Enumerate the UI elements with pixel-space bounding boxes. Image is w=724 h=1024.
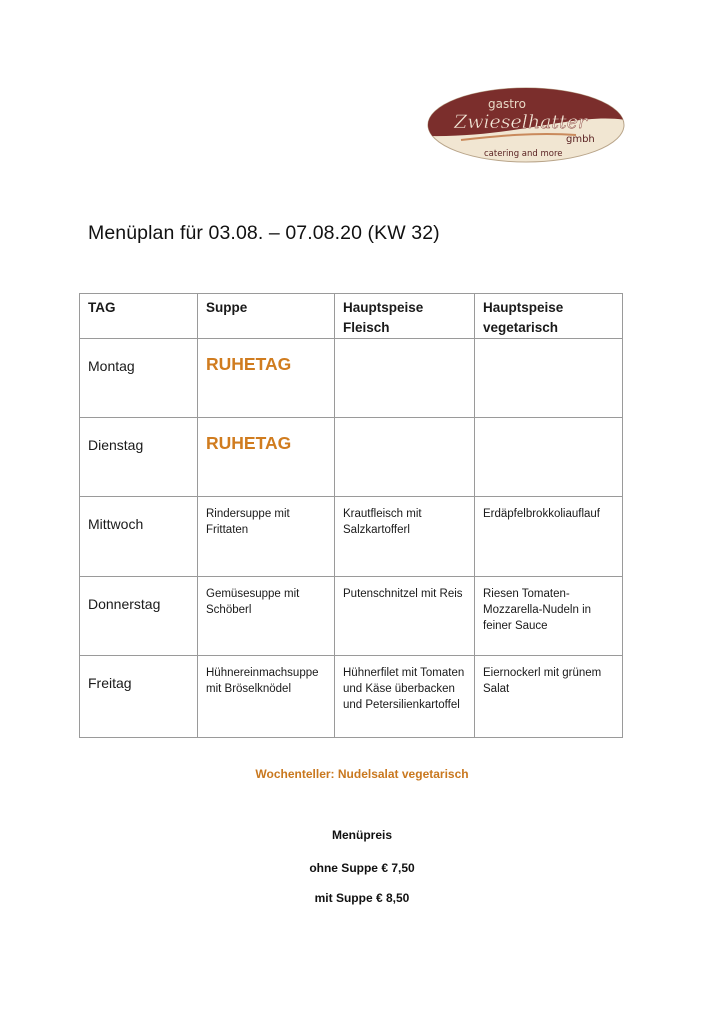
price-with-soup: mit Suppe € 8,50 (314, 891, 410, 905)
table-row (80, 418, 623, 497)
header-tag: TAG (80, 294, 198, 339)
vegetarisch-cell: Eiernockerl mit grünem Salat (475, 656, 623, 738)
day-cell: Montag (80, 339, 198, 418)
price-without-soup: ohne Suppe € 7,50 (309, 861, 415, 875)
wochenteller-note: Wochenteller: Nudelsalat vegetarisch (255, 767, 469, 781)
fleisch-cell: Hühnerfilet mit Tomaten und Käse überbacken und Petersilienkartoffel (335, 656, 475, 738)
day-cell: Mittwoch (80, 497, 198, 577)
logo-text-tagline: catering and more (484, 149, 563, 159)
logo-graphic (426, 86, 626, 164)
header-suppe: Suppe (198, 294, 335, 339)
logo-text-gmbh: gmbh (566, 134, 595, 145)
fleisch-cell: Krautfleisch mit Salzkartofferl (335, 497, 475, 577)
table-row (80, 656, 623, 738)
suppe-cell: Hühnereinmachsuppe mit Bröselknödel (198, 656, 335, 738)
suppe-cell: Rindersuppe mit Frittaten (198, 497, 335, 577)
header-hauptspeise-vegetarisch: Hauptspeise vegetarisch (475, 294, 623, 339)
day-cell: Dienstag (80, 418, 198, 497)
vegetarisch-cell (475, 339, 623, 418)
ruhetag-label: RUHETAG (206, 354, 292, 374)
day-cell: Freitag (80, 656, 198, 738)
table-row (80, 497, 623, 577)
suppe-cell: Gemüsesuppe mit Schöberl (198, 577, 335, 656)
fleisch-cell (335, 339, 475, 418)
fleisch-cell: Putenschnitzel mit Reis (335, 577, 475, 656)
table-row (80, 339, 623, 418)
suppe-cell (198, 339, 335, 418)
menupreis-heading: Menüpreis (331, 828, 392, 842)
vegetarisch-cell: Erdäpfelbrokkoliauflauf (475, 497, 623, 577)
logo-text-name: Zwieselhatter (454, 111, 588, 133)
suppe-cell (198, 418, 335, 497)
ruhetag-label: RUHETAG (206, 433, 292, 453)
logo-text-gastro: gastro (488, 97, 526, 111)
page-title: Menüplan für 03.08. – 07.08.20 (KW 32) (88, 222, 440, 244)
fleisch-cell (335, 418, 475, 497)
vegetarisch-cell (475, 418, 623, 497)
header-hauptspeise-fleisch: Hauptspeise Fleisch (335, 294, 475, 339)
company-logo (426, 86, 626, 164)
menu-table (79, 293, 623, 738)
table-row (80, 577, 623, 656)
table-header-row (80, 294, 623, 339)
day-cell: Donnerstag (80, 577, 198, 656)
vegetarisch-cell: Riesen Tomaten-Mozzarella-Nudeln in feiner Sauce (475, 577, 623, 656)
